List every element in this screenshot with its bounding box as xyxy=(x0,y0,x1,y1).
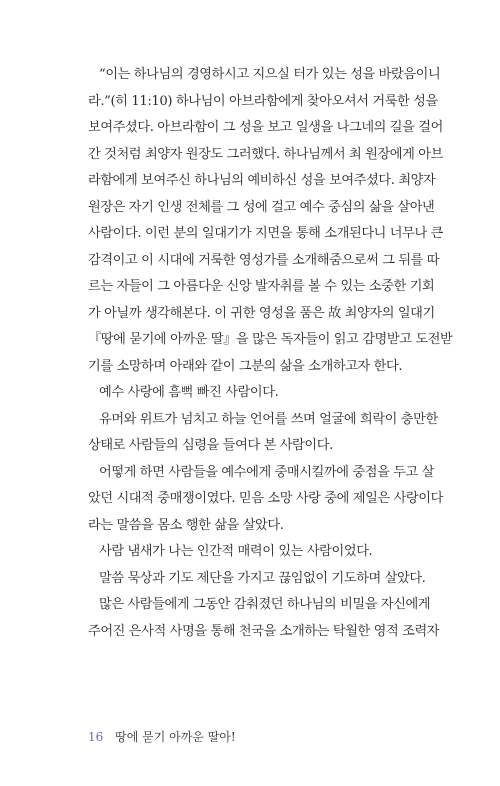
text-line: 상태로 사람들의 심령을 들여다 본 사람이다. xyxy=(88,438,333,453)
text-line: 주어진 은사적 사명을 통해 천국을 소개하는 탁월한 영적 조력자 xyxy=(88,623,440,639)
text-line: 유머와 위트가 넘치고 하늘 언어를 쓰며 얼굴에 희락이 충만한 xyxy=(99,411,438,427)
text-line: 았던 시대적 중매쟁이였다. 믿음 소망 사랑 중에 제일은 사랑이다 xyxy=(88,491,443,506)
body-text xyxy=(88,62,453,645)
text-line: “이는 하나님의 경영하시고 지으실 터가 있는 성을 바랐음이니 xyxy=(99,67,441,82)
text-line: 라는 말씀을 몸소 행한 삶을 살았다. xyxy=(88,517,284,533)
text-line: 사람 냄새가 나는 인간적 매력이 있는 사람이었다. xyxy=(99,544,373,559)
text-line: 감격이고 이 시대에 거룩한 영성가를 소개해줌으로써 그 뒤를 따 xyxy=(88,252,440,268)
page-number: 16 xyxy=(88,730,104,744)
text-line: 라.”(히 11:10) 하나님이 아브라함에게 찾아오셔서 거룩한 성을 xyxy=(88,93,438,109)
text-line: 기를 소망하며 아래와 같이 그분의 삶을 소개하고자 한다. xyxy=(88,358,403,374)
text-line: 말씀 묵상과 기도 제단을 가지고 끊임없이 기도하며 살았다. xyxy=(99,570,426,586)
text-line: 가 아닐까 생각해본다. 이 귀한 영성을 품은 故 최양자의 일대기 xyxy=(88,305,435,321)
text-line: 보여주셨다. 아브라함이 그 성을 보고 일생을 나그네의 길을 걸어 xyxy=(88,120,443,135)
text-line: 예수 사랑에 흠뻑 빠진 사람이다. xyxy=(99,385,279,400)
text-line: 간 것처럼 최양자 원장도 그러했다. 하나님께서 최 원장에게 아브 xyxy=(88,146,443,162)
page-footer xyxy=(88,728,236,745)
text-line: 르는 자들이 그 아름다운 신앙 발자취를 볼 수 있는 소중한 기회 xyxy=(88,279,435,294)
text-line: 원장은 자기 인생 전체를 그 성에 걸고 예수 중심의 삶을 살아낸 xyxy=(88,199,435,215)
text-line: 라함에게 보여주신 하나님의 예비하신 성을 보여주셨다. 최양자 xyxy=(88,173,436,188)
text-line: 어떻게 하면 사람들을 예수에게 중매시킬까에 중점을 두고 살 xyxy=(99,464,435,480)
text-line: 많은 사람들에게 그동안 감춰졌던 하나님의 비밀을 자신에게 xyxy=(99,597,431,612)
text-line: 『땅에 묻기에 아까운 딸』을 많은 독자들이 읽고 감명받고 도전받 xyxy=(88,332,453,347)
running-title: 땅에 묻기 아까운 딸아! xyxy=(115,730,236,744)
text-line: 사람이다. 이런 분의 일대기가 지면을 통해 소개된다니 너무나 큰 xyxy=(88,226,443,241)
